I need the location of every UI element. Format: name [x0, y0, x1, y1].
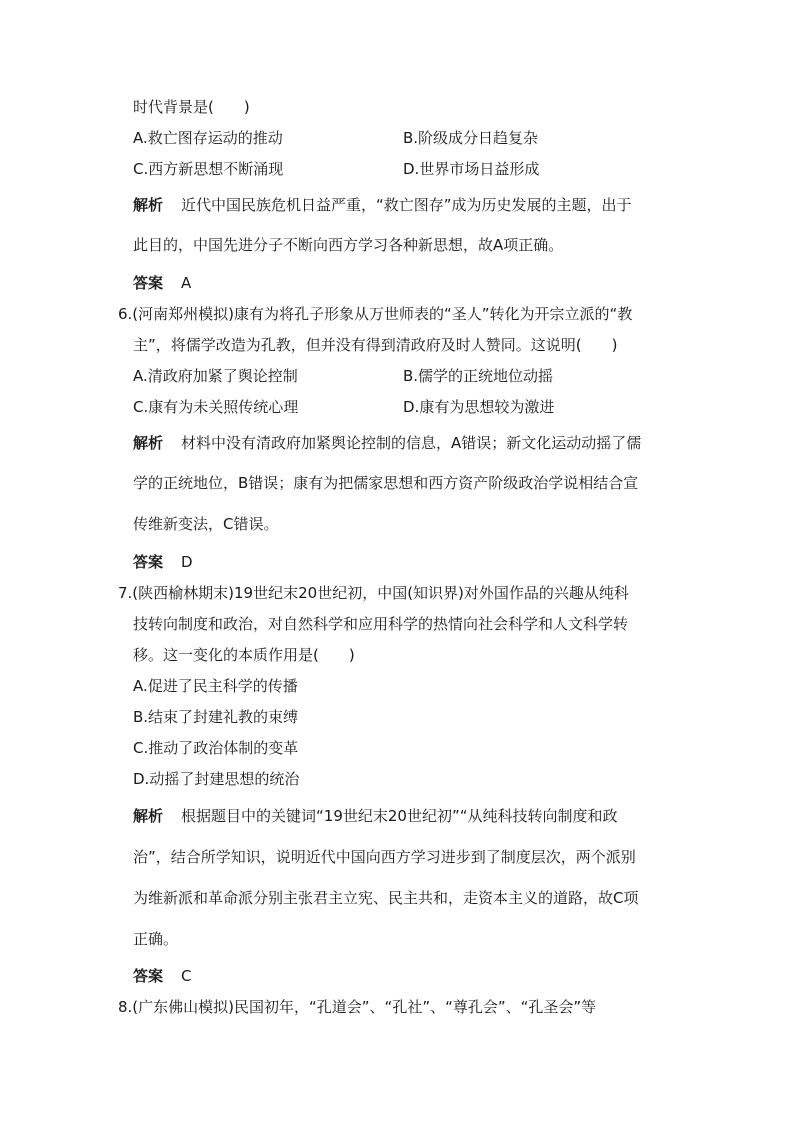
q5-analysis-line-2: 此目的，中国先进分子不断向西方学习各种新思想，故A项正确。 [133, 236, 564, 254]
q7-stem-line-2: 技转向制度和政治，对自然科学和应用科学的热情向社会科学和人文科学转 [133, 615, 629, 633]
q7-analysis-line-4: 正确。 [133, 930, 179, 948]
q7-stem-line-1: 7.(陕西榆林期末)19世纪末20世纪初，中国(知识界)对外国作品的兴趣从纯科 [118, 584, 629, 602]
q7-analysis-line-1 [133, 806, 618, 826]
q7-analysis-label: 解析 [133, 807, 164, 825]
q6-option-b: B.儒学的正统地位动摇 [403, 367, 554, 385]
q5-analysis-label: 解析 [133, 196, 164, 214]
q7-option-d: D.动摇了封建思想的统治 [133, 770, 300, 788]
q7-analysis-text-1: 根据题目中的关键词“19世纪末20世纪初”“从纯科技转向制度和政 [181, 807, 618, 825]
q6-option-d: D.康有为思想较为激进 [403, 398, 555, 416]
q5-option-c: C.西方新思想不断涌现 [133, 160, 284, 178]
q5-option-d: D.世界市场日益形成 [403, 160, 540, 178]
q6-analysis-line-2: 学的正统地位，B错误；康有为把儒家思想和西方资产阶级政治学说相结合宣 [133, 474, 639, 492]
q6-option-a: A.清政府加紧了舆论控制 [133, 367, 298, 385]
q6-analysis-label: 解析 [133, 434, 164, 452]
q6-option-c: C.康有为未关照传统心理 [133, 398, 299, 416]
q5-option-b: B.阶级成分日趋复杂 [403, 129, 539, 147]
q5-answer-value: A [181, 274, 192, 292]
q6-analysis-line-3: 传维新变法，C错误。 [133, 515, 279, 533]
q7-analysis-line-2: 治”，结合所学知识，说明近代中国向西方学习进步到了制度层次，两个派别 [133, 848, 636, 866]
q7-analysis-line-3: 为维新派和革命派分别主张君主立宪、民主共和，走资本主义的道路，故C项 [133, 889, 639, 907]
q6-stem-line-1: 6.(河南郑州模拟)康有为将孔子形象从万世师表的“圣人”转化为开宗立派的“教 [118, 305, 633, 323]
q8-stem-line-1: 8.(广东佛山模拟)民国初年，“孔道会”、“孔社”、“尊孔会”、“孔圣会”等 [118, 998, 597, 1016]
q6-answer [133, 552, 193, 572]
q7-stem-line-3: 移。这一变化的本质作用是( ) [133, 646, 355, 664]
q5-stem-tail: 时代背景是( ) [133, 98, 250, 116]
q7-option-b: B.结束了封建礼教的束缚 [133, 708, 299, 726]
q7-option-a: A.促进了民主科学的传播 [133, 677, 298, 695]
q7-answer [133, 966, 192, 986]
q5-analysis-text-1: 近代中国民族危机日益严重，“救亡图存”成为历史发展的主题，出于 [181, 196, 632, 214]
q7-answer-value: C [181, 967, 192, 985]
q5-answer-label: 答案 [133, 274, 164, 292]
q7-option-c: C.推动了政治体制的变革 [133, 739, 299, 757]
q6-answer-label: 答案 [133, 553, 164, 571]
q7-answer-label: 答案 [133, 967, 164, 985]
q5-option-a: A.救亡图存运动的推动 [133, 129, 283, 147]
q6-stem-line-2: 主”，将儒学改造为孔教，但并没有得到清政府及时人赞同。这说明( ) [133, 336, 618, 354]
q6-analysis-line-1 [133, 433, 641, 453]
q6-answer-value: D [181, 553, 193, 571]
q6-analysis-text-1: 材料中没有清政府加紧舆论控制的信息，A错误；新文化运动动摇了儒 [181, 434, 642, 452]
q5-analysis-line-1 [133, 195, 632, 215]
q5-answer [133, 273, 191, 293]
